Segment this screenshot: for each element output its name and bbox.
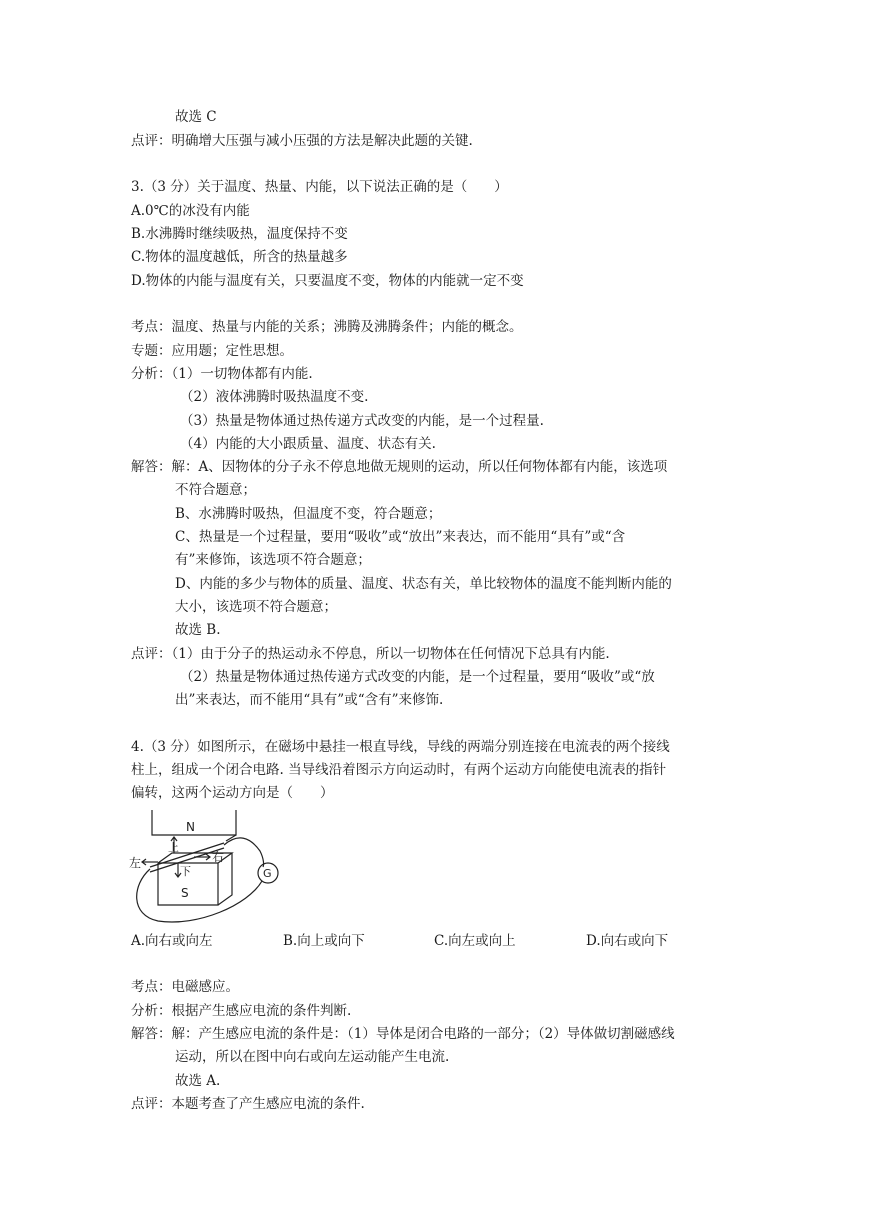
q3-jieda-3: B、水沸腾时吸热，但温度不变，符合题意； bbox=[175, 506, 442, 522]
q4-jieda-3: 故选 A. bbox=[175, 1073, 221, 1089]
q3-dianping-1: 点评：（1）由于分子的热运动永不停息，所以一切物体在任何情况下总具有内能. bbox=[131, 646, 610, 662]
q4-jieda-2: 运动，所以在图中向右或向左运动能产生电流. bbox=[175, 1049, 450, 1065]
q3-option-b: B.水沸腾时继续吸热，温度保持不变 bbox=[131, 226, 348, 242]
q3-dianping-2: （2）热量是物体通过热传递方式改变的内能，是一个过程量，要用“吸收”或“放 bbox=[180, 669, 655, 685]
wire-bottom bbox=[137, 869, 262, 922]
q3-kaodian: 考点：温度、热量与内能的关系；沸腾及沸腾条件；内能的概念。 bbox=[131, 319, 523, 335]
q4-option-c: C.向左或向上 bbox=[434, 933, 516, 949]
label-down: 下 bbox=[180, 865, 191, 878]
q3-fenxi-3: （3）热量是物体通过热传递方式改变的内能，是一个过程量. bbox=[180, 413, 544, 429]
q3-jieda-1: 解答：解：A、因物体的分子永不停息地做无规则的运动，所以任何物体都有内能，该选项 bbox=[131, 459, 668, 475]
q3-jieda-7: 大小，该选项不符合题意； bbox=[175, 599, 337, 615]
q2-answer: 故选 C bbox=[175, 109, 217, 125]
q3-stem: 3.（3 分）关于温度、热量、内能，以下说法正确的是（ ） bbox=[131, 179, 508, 195]
q4-fenxi: 分析：根据产生感应电流的条件判断. bbox=[131, 1003, 352, 1019]
q4-dianping: 点评：本题考查了产生感应电流的条件. bbox=[131, 1096, 365, 1112]
q3-fenxi-2: （2）液体沸腾时吸热温度不变. bbox=[180, 389, 369, 405]
q4-kaodian: 考点：电磁感应。 bbox=[131, 979, 239, 995]
q3-option-c: C.物体的温度越低，所含的热量越多 bbox=[131, 249, 348, 265]
q3-option-d: D.物体的内能与温度有关，只要温度不变，物体的内能就一定不变 bbox=[131, 273, 524, 289]
q4-stem-2: 柱上，组成一个闭合电路. 当导线沿着图示方向运动时，有两个运动方向能使电流表的指针 bbox=[131, 762, 667, 778]
q3-dianping-3: 出”来表达，而不能用“具有”或“含有”来修饰. bbox=[175, 692, 444, 708]
q3-zhuanti: 专题：应用题；定性思想。 bbox=[131, 343, 293, 359]
q4-option-d: D.向右或向下 bbox=[586, 933, 669, 949]
label-south: S bbox=[181, 886, 189, 900]
label-north: N bbox=[186, 820, 195, 834]
q3-fenxi-1: 分析：（1）一切物体都有内能. bbox=[131, 366, 313, 382]
label-left: 左 bbox=[129, 856, 142, 870]
q2-comment: 点评：明确增大压强与减小压强的方法是解决此题的关键. bbox=[131, 133, 473, 149]
q4-jieda-1: 解答：解：产生感应电流的条件是：（1）导体是闭合电路的一部分；（2）导体做切割磁感线 bbox=[131, 1026, 675, 1042]
q3-option-a: A.0℃的冰没有内能 bbox=[131, 203, 250, 219]
q4-stem-1: 4.（3 分）如图所示，在磁场中悬挂一根直导线，导线的两端分别连接在电流表的两个接线 bbox=[131, 739, 670, 755]
q4-option-a: A.向右或向左 bbox=[131, 933, 213, 949]
label-meter: G bbox=[263, 867, 272, 880]
q4-stem-3: 偏转，这两个运动方向是（ ） bbox=[131, 785, 334, 801]
q3-jieda-8: 故选 B. bbox=[175, 622, 221, 638]
q3-fenxi-4: （4）内能的大小跟质量、温度、状态有关. bbox=[180, 436, 436, 452]
q4-option-b: B.向上或向下 bbox=[283, 933, 365, 949]
q3-jieda-5: 有”来修饰，该选项不符合题意； bbox=[175, 552, 371, 568]
label-up: 上 bbox=[168, 841, 179, 854]
q3-jieda-4: C、热量是一个过程量，要用“吸收”或“放出”来表达，而不能用“具有”或“含 bbox=[175, 529, 626, 545]
label-right: 右 bbox=[212, 850, 225, 864]
magnet-circuit-figure bbox=[128, 805, 298, 923]
q3-jieda-6: D、内能的多少与物体的质量、温度、状态有关，单比较物体的温度不能判断内能的 bbox=[175, 576, 672, 592]
q3-jieda-2: 不符合题意； bbox=[175, 482, 256, 498]
